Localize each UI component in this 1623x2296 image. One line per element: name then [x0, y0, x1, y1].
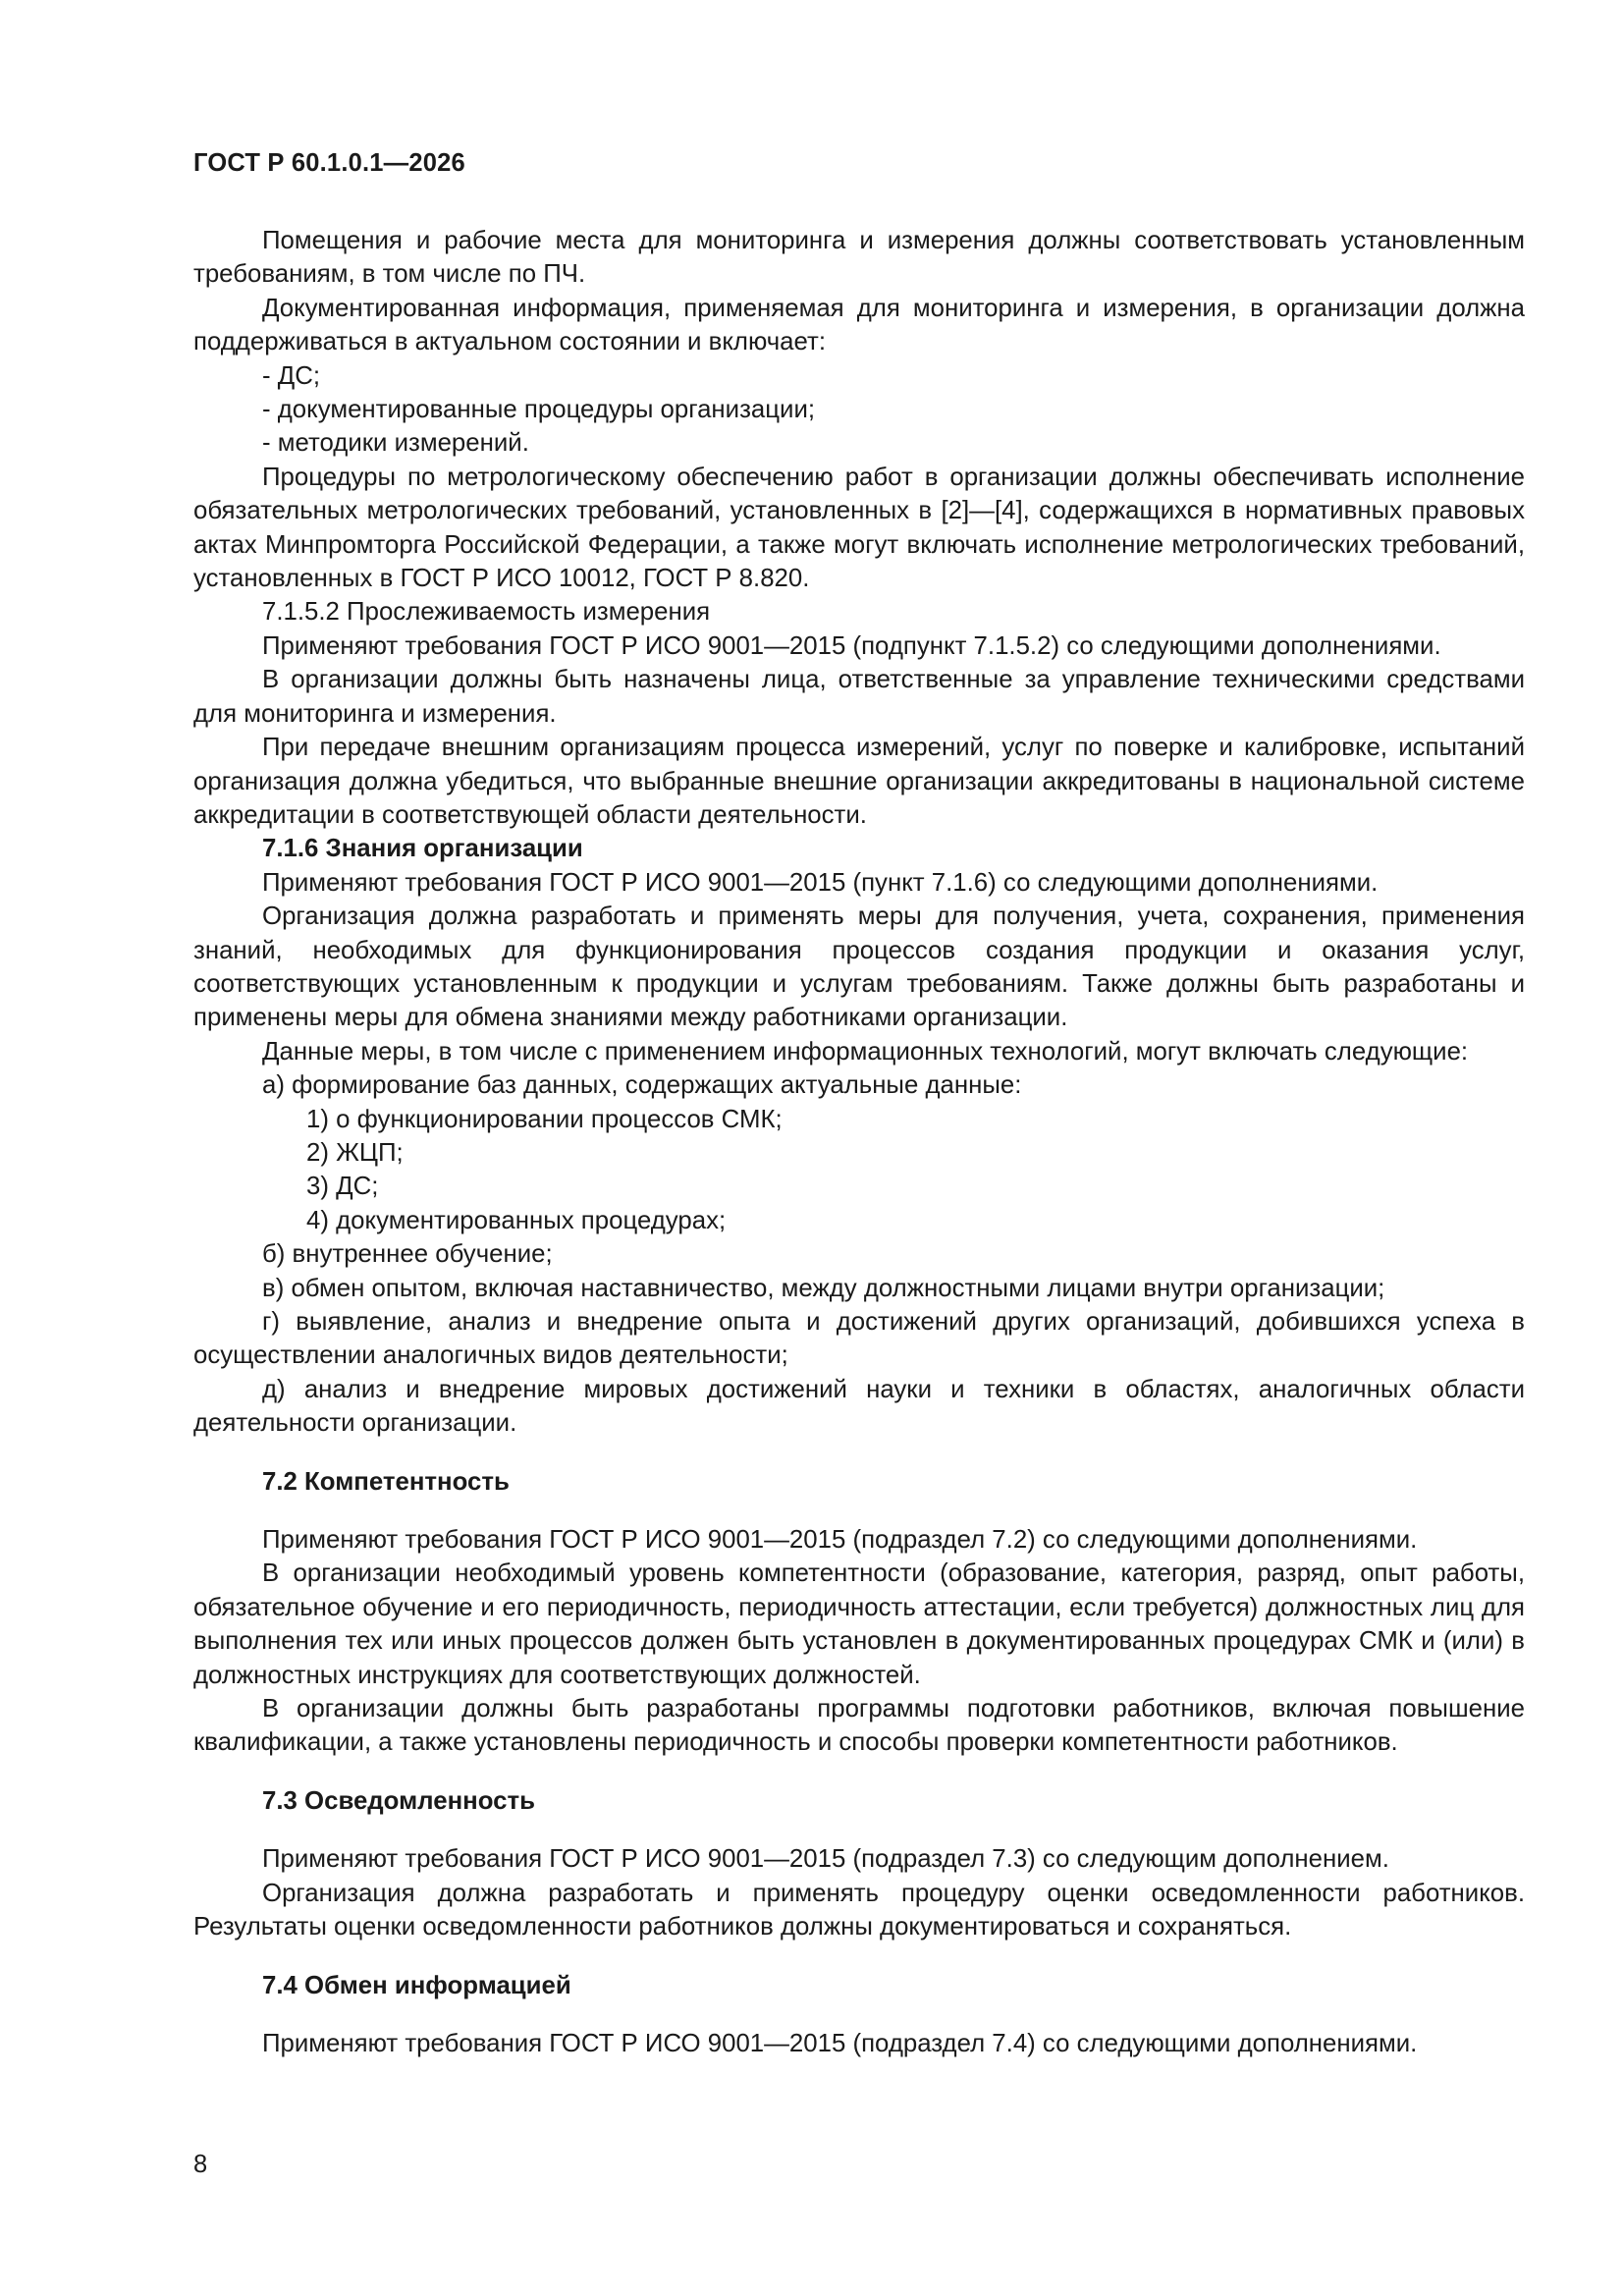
paragraph: Помещения и рабочие места для мониторинга и измерения должны соответствовать установленным требованиям, в том числе по ПЧ. [193, 227, 1525, 289]
section-heading-7-4: 7.4 Обмен информацией [262, 1971, 571, 1999]
paragraph: Организация должна разработать и применять процедуру оценки осведомленности работников. Результаты оценки осведомленности работников должны документироваться и сохраняться. [193, 1879, 1525, 1941]
subsection-heading-7-1-5-2: 7.1.5.2 Прослеживаемость измерения [262, 598, 711, 627]
paragraph: Документированная информация, применяемая для мониторинга и измерения, в организации должна поддерживаться в актуальном состоянии и включает: [193, 294, 1525, 356]
paragraph: Применяют требования ГОСТ Р ИСО 9001—2015 (пункт 7.1.6) со следующими дополнениями. [262, 868, 1379, 897]
paragraph: Применяют требования ГОСТ Р ИСО 9001—2015 (подраздел 7.4) со следующими дополнениями. [262, 2029, 1418, 2057]
page-number: 8 [193, 2151, 208, 2178]
paragraph: В организации необходимый уровень компетентности (образование, категория, разряд, опыт работы, обязательное обучение и его периодичность, периодичность аттестации, если требуется) должностных лиц для выполнения тех или иных процессов должен быть установлен в документированных процедурах СМК и (или) в должностных инструкциях для соответствующих должностей. [193, 1559, 1525, 1689]
subsection-heading-7-1-6: 7.1.6 Знания организации [262, 835, 583, 863]
paragraph: Применяют требования ГОСТ Р ИСО 9001—2015 (подраздел 7.3) со следующим дополнением. [262, 1845, 1389, 1874]
section-heading-7-3: 7.3 Осведомленность [262, 1786, 535, 1815]
paragraph: Применяют требования ГОСТ Р ИСО 9001—2015 (подпункт 7.1.5.2) со следующими дополнениями. [262, 631, 1441, 660]
paragraph: Процедуры по метрологическому обеспечению работ в организации должны обеспечивать исполнение обязательных метрологических требований, установленных в [2]—[4], содержащихся в нормативных правовых актах Минпромторга Российской Федерации, а также могут включать исполнение метрологических требований, установленных в ГОСТ Р ИСО 10012, ГОСТ Р 8.820. [193, 463, 1525, 593]
list-item: а) формирование баз данных, содержащих актуальные данные: [262, 1071, 1022, 1100]
list-subitem: 2) ЖЦП; [306, 1138, 404, 1167]
paragraph: Организация должна разработать и применять меры для получения, учета, сохранения, применения знаний, необходимых для функционирования процессов создания продукции и оказания услуг, соответствующих установленным к продукции и услугам требованиям. Также должны быть разработаны и применены меры для обмена знаниями между работниками организации. [193, 902, 1525, 1032]
list-subitem: 4) документированных процедурах; [306, 1206, 727, 1234]
list-item: - ДС; [262, 361, 321, 390]
section-heading-7-2: 7.2 Компетентность [262, 1467, 510, 1496]
list-subitem: 1) о функционировании процессов СМК; [306, 1105, 783, 1133]
paragraph: В организации должны быть разработаны программы подготовки работников, включая повышение квалификации, а также установлены периодичность и способы проверки компетентности работников. [193, 1695, 1525, 1757]
list-item: - документированные процедуры организации; [262, 396, 816, 424]
list-item: в) обмен опытом, включая наставничество, между должностными лицами внутри организации; [262, 1274, 1385, 1302]
list-item: - методики измерений. [262, 429, 529, 458]
paragraph: Данные меры, в том числе с применением информационных технологий, могут включать следующие: [262, 1037, 1469, 1066]
document-body [193, 224, 1525, 2060]
paragraph: В организации должны быть назначены лица, ответственные за управление техническими средствами для мониторинга и измерения. [193, 666, 1525, 728]
list-subitem: 3) ДС; [306, 1173, 379, 1201]
document-code-header: ГОСТ Р 60.1.0.1—2026 [193, 149, 465, 177]
paragraph: Применяют требования ГОСТ Р ИСО 9001—2015 (подраздел 7.2) со следующими дополнениями. [262, 1526, 1418, 1555]
list-item: б) внутреннее обучение; [262, 1240, 553, 1269]
list-item: д) анализ и внедрение мировых достижений науки и техники в областях, аналогичных области деятельности организации. [193, 1375, 1525, 1438]
list-item: г) выявление, анализ и внедрение опыта и достижений других организаций, добившихся успеха в осуществлении аналогичных видов деятельности; [193, 1308, 1525, 1370]
paragraph: При передаче внешним организациям процесса измерений, услуг по поверке и калибровке, испытаний организация должна убедиться, что выбранные внешние организации аккредитованы в национальной системе аккредитации в соответствующей области деятельности. [193, 734, 1525, 829]
